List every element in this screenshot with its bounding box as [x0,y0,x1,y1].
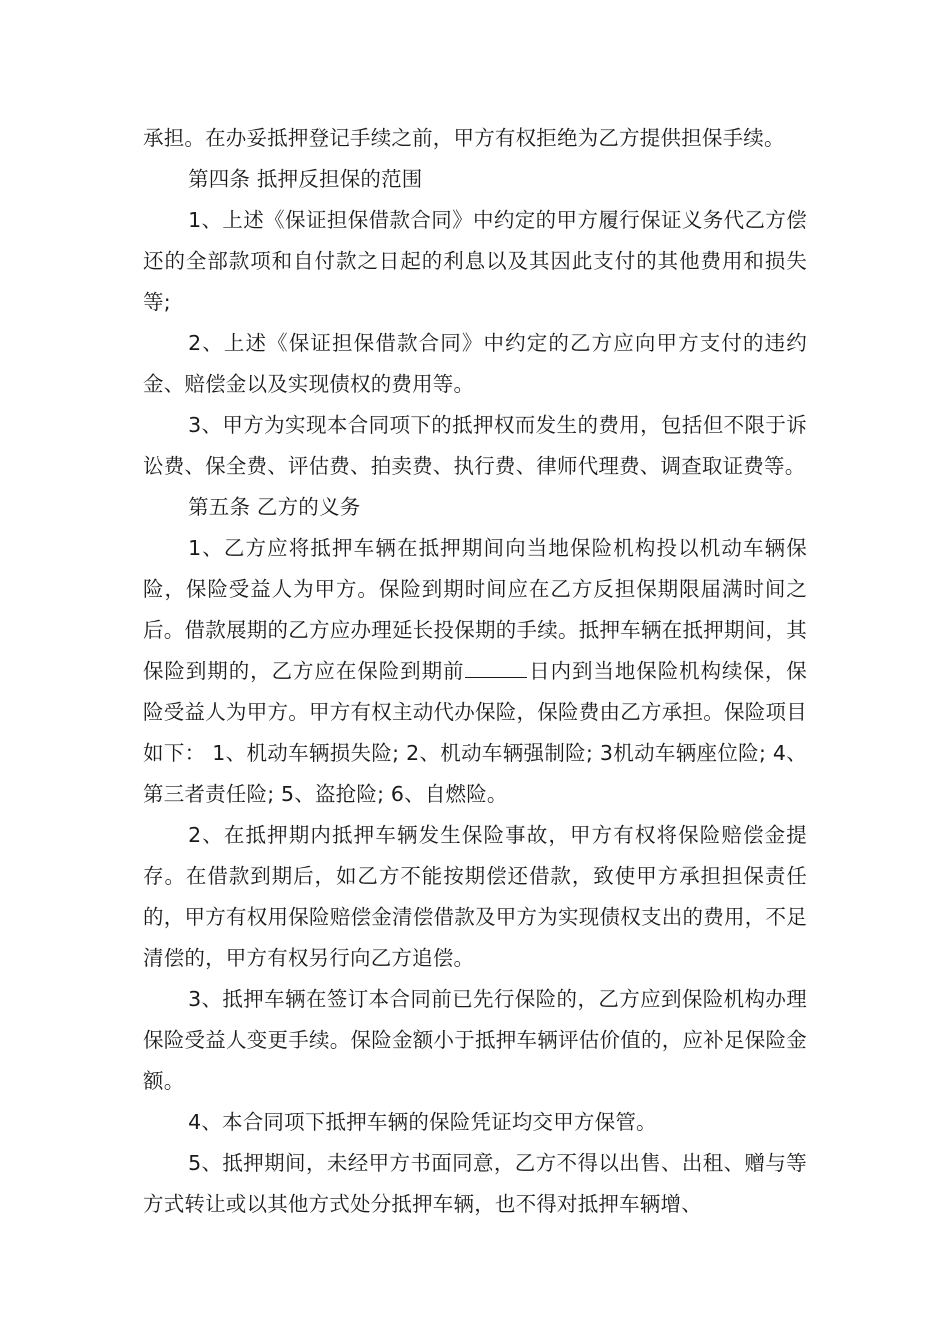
article-4-clause-3: 3、甲方为实现本合同项下的抵押权而发生的费用，包括但不限于诉讼费、保全费、评估费、拍卖费、执行费、律师代理费、调查取证费等。 [143,413,807,478]
article-4-heading: 第四条 抵押反担保的范围 [188,167,423,191]
article-5-clause-2: 2、在抵押期内抵押车辆发生保险事故，甲方有权将保险赔偿金提存。在借款到期后，如乙方不能按期偿还借款，致使甲方承担担保责任的，甲方有权用保险赔偿金清偿借款及甲方为实现债权支出的费用，不足清偿的，甲方有权另行向乙方追偿。 [143,823,807,970]
article-5-heading: 第五条 乙方的义务 [188,495,361,519]
document-body [143,118,807,1225]
paragraph-continuation: 承担。在办妥抵押登记手续之前，甲方有权拒绝为乙方提供担保手续。 [143,126,785,150]
article-5-clause-1-part-a: 1、乙方应将抵押车辆在抵押期间向当地保险机构投以机动车辆保险，保险受益人为甲方。保险到期时间应在乙方反担保期限届满时间之后。借款展期的乙方应办理延长投保期的手续。抵押车辆在抵押期间，其保险到期的，乙方应在保险到期前 [143,536,807,683]
fill-in-blank [465,657,527,678]
article-5-clause-1-part-b: 日内到当地保险机构续保，保险受益人为甲方。甲方有权主动代办保险，保险费由乙方承担。保险项目如下： 1、机动车辆损失险; 2、机动车辆强制险; 3机动车辆座位险; 4、第三者责任险; 5、盗抢险; 6、自燃险。 [143,659,808,806]
article-4-clause-1: 1、上述《保证担保借款合同》中约定的甲方履行保证义务代乙方偿还的全部款项和自付款之日起的利息以及其因此支付的其他费用和损失等; [143,208,807,314]
article-5-clause-1 [143,528,807,815]
article-4-clause-2: 2、上述《保证担保借款合同》中约定的乙方应向甲方支付的违约金、赔偿金以及实现债权的费用等。 [143,331,807,396]
article-5-clause-4: 4、本合同项下抵押车辆的保险凭证均交甲方保管。 [188,1110,657,1134]
article-5-clause-5: 5、抵押期间，未经甲方书面同意，乙方不得以出售、出租、赠与等方式转让或以其他方式处分抵押车辆，也不得对抵押车辆增、 [143,1151,807,1216]
article-5-clause-3: 3、抵押车辆在签订本合同前已先行保险的，乙方应到保险机构办理保险受益人变更手续。保险金额小于抵押车辆评估价值的，应补足保险金额。 [143,987,807,1093]
